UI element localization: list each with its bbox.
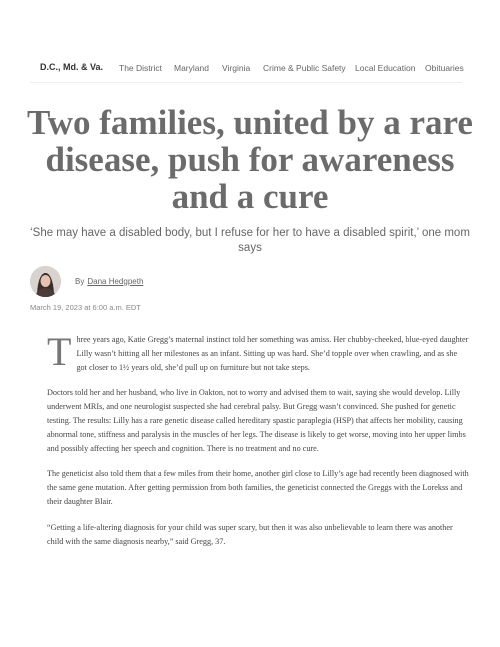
author-avatar[interactable] (30, 266, 61, 297)
byline (75, 277, 143, 286)
drop-cap: T (47, 329, 72, 374)
article-paragraph: Doctors told her and her husband, who live in Oakton, not to worry and advised them to wait, saying she would develop. Lilly underwent MRIs, and one neurologist suspected she had cerebral palsy. But Gregg wasn’t convinced. She pushed for genetic testing. The results: Lilly has a rare genetic disease called hereditary spastic paraplegia (HSP) that affects her mobility, causing abnormal tone, stiffness and paralysis in the muscles of her legs. The disease is likely to get worse, moving into her upper limbs and possibly affecting her speech and cognition. There is no treatment and no cure. (47, 388, 466, 453)
nav-link-the-district[interactable]: The District (119, 63, 162, 73)
first-paragraph-text: hree years ago, Katie Gregg’s maternal instinct told her something was amiss. Her chubby-cheeked, blue-eyed daughter Lilly wasn’t hitting all her milestones as an infant. Sitting up was hard. She’d topple over when crawling, and as she got closer to 1½ years old, she’d pull up on furniture but not take steps. (76, 335, 469, 372)
publish-date: March 19, 2023 at 6:00 a.m. EDT (30, 303, 141, 312)
author-photo-icon (30, 266, 61, 297)
article-subhead: ‘She may have a disabled body, but I refuse for her to have a disabled spirit,’ one mom says (30, 227, 470, 254)
article-paragraph (47, 329, 469, 374)
section-title-link[interactable]: D.C., Md. & Va. (40, 62, 104, 72)
article-paragraph: The geneticist also told them that a few miles from their home, another girl close to Lilly’s age had recently been diagnosed with the same gene mutation. After getting permission from both families, the geneticist connected the Greggs with the Lorekss and their daughter Blair. (47, 469, 469, 506)
article-headline: Two families, united by a rare disease, push for awareness and a cure (27, 103, 473, 216)
nav-link-crime-public-safety[interactable]: Crime & Public Safety (263, 63, 346, 73)
nav-link-virginia[interactable]: Virginia (222, 63, 251, 73)
section-nav (0, 58, 500, 78)
byline-prefix: By (75, 277, 85, 286)
article-paragraph: “Getting a life-altering diagnosis for your child was super scary, but then it was also unbelievable to learn there was another child with the same diagnosis nearby,” said Gregg, 37. (47, 522, 453, 546)
nav-divider (30, 82, 462, 83)
author-link[interactable]: Dana Hedgpeth (87, 277, 144, 286)
article-body (47, 329, 469, 560)
nav-link-obituaries[interactable]: Obituaries (425, 63, 464, 73)
nav-link-local-education[interactable]: Local Education (355, 63, 416, 73)
nav-link-maryland[interactable]: Maryland (174, 63, 209, 73)
